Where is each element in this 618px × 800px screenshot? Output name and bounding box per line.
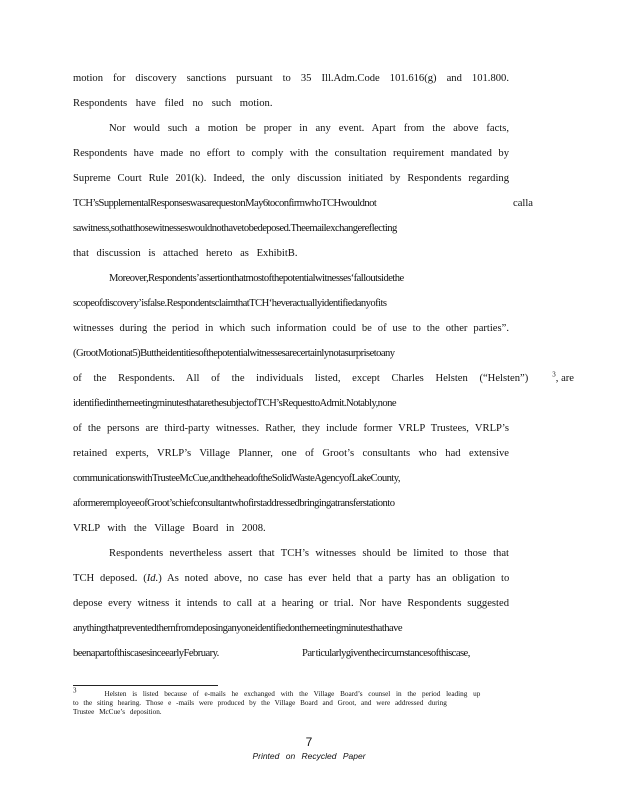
body-line: communicationswithTrusteeMcCue,andtheheadoftheSolidWasteAgencyofLakeCounty,	[73, 473, 400, 484]
footnote-marker: 3	[73, 686, 77, 695]
footnote-separator	[73, 685, 218, 686]
body-line	[73, 222, 413, 236]
page-number: 7	[305, 735, 313, 749]
body-line-fragment: of the Respondents. All of the individuals listed, except Charles Helsten (“Helsten”)	[73, 373, 529, 384]
footnote-text: Helsten is listed because of e-mails he exchanged with the Village Board’s counsel in the period leading up	[104, 690, 481, 698]
footnote-line: Trustee McCue’s deposition.	[73, 708, 162, 716]
body-line: aformeremployeeofGroot’schiefconsultantwhofirstaddressedbringingatransferstationto	[73, 498, 395, 509]
body-line: depose every witness it intends to call at a hearing or trial. Nor have Respondents suggested	[73, 598, 509, 609]
body-line-end	[513, 197, 539, 211]
body-line	[73, 370, 575, 386]
body-line: anythingthatpreventedthemfromdeposinganyoneidentifiedonthemeetingminutesthathave	[73, 623, 403, 634]
page-footer: Printed on Recycled Paper	[252, 751, 366, 761]
body-line-fragment: s	[73, 223, 77, 234]
body-line: beenapartofthiscasesinceearlyFebruary.	[73, 648, 219, 659]
body-line: Par ticularlygiventhecircumstancesofthiscase,	[302, 648, 470, 659]
body-line: Moreover,Respondents’assertionthatmostofthepotentialwitnesses‘falloutsidethe	[109, 273, 404, 284]
body-line: Respondents nevertheless assert that TCH’s witnesses should be limited to those that	[109, 548, 509, 559]
body-line	[73, 572, 509, 586]
body-line-fragment: , are	[555, 373, 575, 384]
body-line: witnesses during the period in which such information could be of use to the other parties”.	[73, 323, 509, 334]
body-line-fragment: TCH deposed. (	[73, 573, 147, 584]
citation-italic: Id.	[146, 573, 159, 584]
body-line: Supreme Court Rule 201(k). Indeed, the only discussion initiated by Respondents regarding	[73, 173, 509, 184]
body-line: retained experts, VRLP’s Village Planner, one of Groot’s consultants who had extensive	[73, 448, 509, 459]
body-line: Respondents have filed no such motion.	[73, 98, 273, 109]
footnote-line	[73, 686, 539, 699]
body-line: that discussion is attached hereto as ExhibitB.	[73, 248, 298, 259]
footnote-reference: 3	[552, 370, 556, 379]
body-line: Respondents have made no effort to comply with the consultation requirement mandated by	[73, 148, 509, 159]
body-line-fragment: calla	[513, 198, 533, 209]
body-line: scopeofdiscovery’isfalse.RespondentsclaimthatTCH‘heveractuallyidentifiedanyofits	[73, 298, 387, 309]
body-line: (GrootMotionat5)Buttheidentitiesofthepotentialwitnessesarecertainlynotasurprisetoany	[73, 348, 395, 359]
body-line: Nor would such a motion be proper in any event. Apart from the above facts,	[109, 123, 509, 134]
body-line-fragment: awitness,sothatthosewitnesseswouldnothavetobedeposed.Theemailexchangereflecting	[76, 223, 397, 234]
body-line: identifiedinthemeetingminutesthatarethesubjectofTCH’sRequesttoAdmit.Notably,none	[73, 398, 397, 409]
body-line: VRLP with the Village Board in 2008.	[73, 523, 266, 534]
body-line: TCH’sSupplementalResponseswasarequestonMay6toconfirmwhoTCHwouldnot	[73, 198, 377, 209]
body-line: of the persons are third-party witnesses. Rather, they include former VRLP Trustees, VRLP’s	[73, 423, 509, 434]
footnote-line: to the siting hearing. Those e -mails were produced by the Village Board and Groot, and were addressed during	[73, 699, 447, 707]
body-line: motion for discovery sanctions pursuant to 35 Ill.Adm.Code 101.616(g) and 101.800.	[73, 73, 509, 84]
body-line-fragment: ) As noted above, no case has ever held that a party has an obligation to	[158, 573, 510, 584]
